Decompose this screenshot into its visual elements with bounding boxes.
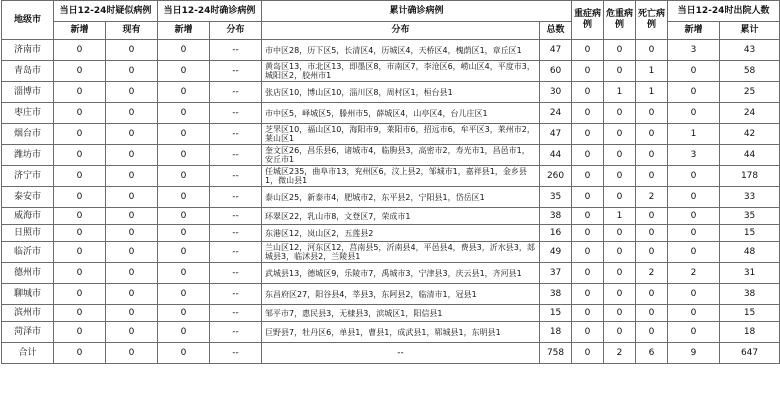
city-cell: 临沂市	[2, 242, 54, 263]
header-cumulative-group: 累计确诊病例	[262, 1, 572, 22]
confirmed-new-cell: 0	[158, 322, 210, 343]
confirmed-new-cell: 0	[158, 124, 210, 145]
discharged-new-cell: 0	[668, 208, 720, 225]
cumulative-total-cell: 24	[540, 103, 572, 124]
discharged-cumulative-cell: 25	[720, 82, 780, 103]
cumulative-total-cell: 35	[540, 187, 572, 208]
suspected-current-cell: 0	[106, 187, 158, 208]
suspected-new-cell: 0	[54, 242, 106, 263]
cumulative-distribution-cell: 邹平市7，惠民县3，无棣县3，滨城区1，阳信县1	[262, 305, 540, 322]
discharged-cumulative-cell: 24	[720, 103, 780, 124]
cumulative-total-cell: 38	[540, 208, 572, 225]
suspected-current-cell: 0	[106, 284, 158, 305]
confirmed-distribution-cell: --	[210, 322, 262, 343]
cumulative-total-cell: 49	[540, 242, 572, 263]
death-cell: 0	[636, 145, 668, 166]
header-cumulative-distribution: 分布	[262, 22, 540, 40]
city-cell: 德州市	[2, 263, 54, 284]
suspected-current-cell: 0	[106, 124, 158, 145]
header-discharged-group: 当日12-24时出院人数	[668, 1, 780, 22]
critical-cell: 0	[604, 145, 636, 166]
suspected-current-cell: 0	[106, 82, 158, 103]
discharged-new-cell: 0	[668, 242, 720, 263]
critical-cell: 0	[604, 61, 636, 82]
discharged-cumulative-cell: 178	[720, 166, 780, 187]
table-row	[2, 61, 780, 82]
total-confirmed-new-cell: 0	[158, 343, 210, 364]
suspected-current-cell: 0	[106, 145, 158, 166]
confirmed-new-cell: 0	[158, 187, 210, 208]
cumulative-total-cell: 18	[540, 322, 572, 343]
discharged-cumulative-cell: 15	[720, 225, 780, 242]
city-cell: 济宁市	[2, 166, 54, 187]
table-header	[2, 1, 780, 40]
cumulative-total-cell: 47	[540, 124, 572, 145]
cumulative-total-cell: 30	[540, 82, 572, 103]
discharged-cumulative-cell: 42	[720, 124, 780, 145]
confirmed-distribution-cell: --	[210, 166, 262, 187]
cumulative-total-cell: 38	[540, 284, 572, 305]
covid-case-table	[1, 0, 780, 364]
severe-cell: 0	[572, 61, 604, 82]
discharged-new-cell: 0	[668, 187, 720, 208]
suspected-current-cell: 0	[106, 322, 158, 343]
suspected-new-cell: 0	[54, 322, 106, 343]
death-cell: 0	[636, 124, 668, 145]
cumulative-total-cell: 37	[540, 263, 572, 284]
discharged-new-cell: 0	[668, 284, 720, 305]
death-cell: 0	[636, 103, 668, 124]
total-death-cell: 6	[636, 343, 668, 364]
death-cell: 0	[636, 305, 668, 322]
suspected-current-cell: 0	[106, 225, 158, 242]
severe-cell: 0	[572, 103, 604, 124]
confirmed-new-cell: 0	[158, 166, 210, 187]
cumulative-distribution-cell: 巨野县7，牡丹区6，单县1，曹县1，成武县1，郓城县1，东明县1	[262, 322, 540, 343]
table-row	[2, 225, 780, 242]
death-cell: 1	[636, 82, 668, 103]
header-suspected-group: 当日12-24时疑似病例	[54, 1, 158, 22]
confirmed-new-cell: 0	[158, 145, 210, 166]
header-suspected-current: 现有	[106, 22, 158, 40]
confirmed-new-cell: 0	[158, 284, 210, 305]
cumulative-distribution-cell: 环翠区22，乳山市8，文登区7，荣成市1	[262, 208, 540, 225]
discharged-cumulative-cell: 44	[720, 145, 780, 166]
suspected-current-cell: 0	[106, 40, 158, 61]
severe-cell: 0	[572, 40, 604, 61]
suspected-current-cell: 0	[106, 166, 158, 187]
suspected-current-cell: 0	[106, 61, 158, 82]
discharged-new-cell: 0	[668, 305, 720, 322]
death-cell: 0	[636, 242, 668, 263]
suspected-current-cell: 0	[106, 263, 158, 284]
severe-cell: 0	[572, 322, 604, 343]
total-cumulative-total-cell: 758	[540, 343, 572, 364]
severe-cell: 0	[572, 305, 604, 322]
city-cell: 菏泽市	[2, 322, 54, 343]
header-city: 地级市	[2, 1, 54, 40]
confirmed-distribution-cell: --	[210, 263, 262, 284]
discharged-cumulative-cell: 38	[720, 284, 780, 305]
city-cell: 枣庄市	[2, 103, 54, 124]
cumulative-distribution-cell: 张店区10，博山区10，淄川区8，周村区1，桓台县1	[262, 82, 540, 103]
header-suspected-new: 新增	[54, 22, 106, 40]
table-row	[2, 103, 780, 124]
suspected-current-cell: 0	[106, 305, 158, 322]
cumulative-total-cell: 15	[540, 305, 572, 322]
total-critical-cell: 2	[604, 343, 636, 364]
discharged-cumulative-cell: 58	[720, 61, 780, 82]
discharged-new-cell: 2	[668, 263, 720, 284]
cumulative-total-cell: 47	[540, 40, 572, 61]
table-row	[2, 242, 780, 263]
total-discharged-new-cell: 9	[668, 343, 720, 364]
suspected-new-cell: 0	[54, 82, 106, 103]
table-row	[2, 82, 780, 103]
confirmed-distribution-cell: --	[210, 103, 262, 124]
confirmed-new-cell: 0	[158, 242, 210, 263]
suspected-new-cell: 0	[54, 305, 106, 322]
header-confirmed-group: 当日12-24时确诊病例	[158, 1, 262, 22]
discharged-new-cell: 0	[668, 225, 720, 242]
discharged-cumulative-cell: 33	[720, 187, 780, 208]
confirmed-new-cell: 0	[158, 208, 210, 225]
suspected-new-cell: 0	[54, 187, 106, 208]
suspected-new-cell: 0	[54, 145, 106, 166]
critical-cell: 0	[604, 124, 636, 145]
city-cell: 烟台市	[2, 124, 54, 145]
confirmed-distribution-cell: --	[210, 305, 262, 322]
discharged-new-cell: 0	[668, 322, 720, 343]
table-row	[2, 263, 780, 284]
table-body	[2, 40, 780, 364]
discharged-new-cell: 0	[668, 166, 720, 187]
confirmed-distribution-cell: --	[210, 145, 262, 166]
header-confirmed-new: 新增	[158, 22, 210, 40]
severe-cell: 0	[572, 166, 604, 187]
severe-cell: 0	[572, 145, 604, 166]
suspected-new-cell: 0	[54, 124, 106, 145]
discharged-new-cell: 3	[668, 145, 720, 166]
critical-cell: 1	[604, 208, 636, 225]
table-row	[2, 284, 780, 305]
cumulative-distribution-cell: 任城区235，曲阜市13，兖州区6，汶上县2，邹城市1，嘉祥县1，金乡县1，微山县1	[262, 166, 540, 187]
critical-cell: 0	[604, 242, 636, 263]
total-severe-cell: 0	[572, 343, 604, 364]
cumulative-total-cell: 44	[540, 145, 572, 166]
death-cell: 2	[636, 187, 668, 208]
suspected-new-cell: 0	[54, 166, 106, 187]
suspected-new-cell: 0	[54, 208, 106, 225]
table-row	[2, 208, 780, 225]
cumulative-distribution-cell: 市中区28，历下区5，长清区4，历城区4，天桥区4，槐荫区1，章丘区1	[262, 40, 540, 61]
discharged-cumulative-cell: 31	[720, 263, 780, 284]
cumulative-distribution-cell: 东昌府区27，阳谷县4，莘县3，东阿县2，临清市1，冠县1	[262, 284, 540, 305]
confirmed-new-cell: 0	[158, 225, 210, 242]
cumulative-total-cell: 260	[540, 166, 572, 187]
critical-cell: 0	[604, 40, 636, 61]
cumulative-distribution-cell: 市中区5，峄城区5，滕州市5，薛城区4，山亭区4，台儿庄区1	[262, 103, 540, 124]
death-cell: 0	[636, 40, 668, 61]
discharged-cumulative-cell: 18	[720, 322, 780, 343]
discharged-cumulative-cell: 48	[720, 242, 780, 263]
critical-cell: 0	[604, 166, 636, 187]
cumulative-distribution-cell: 泰山区25，新泰市4，肥城市2，东平县2，宁阳县1，岱岳区1	[262, 187, 540, 208]
confirmed-new-cell: 0	[158, 263, 210, 284]
confirmed-new-cell: 0	[158, 61, 210, 82]
critical-cell: 0	[604, 225, 636, 242]
confirmed-distribution-cell: --	[210, 61, 262, 82]
death-cell: 0	[636, 225, 668, 242]
table-row	[2, 145, 780, 166]
discharged-new-cell: 0	[668, 61, 720, 82]
header-critical: 危重病例	[604, 1, 636, 40]
confirmed-new-cell: 0	[158, 305, 210, 322]
cumulative-distribution-cell: 奎文区26，昌乐县6，诸城市4，临朐县3，高密市2，寿光市1，昌邑市1，安丘市1	[262, 145, 540, 166]
city-cell: 青岛市	[2, 61, 54, 82]
discharged-new-cell: 0	[668, 82, 720, 103]
cumulative-distribution-cell: 兰山区12，河东区12，莒南县5，沂南县4，平邑县4，费县3，沂水县3，郯城县3，临沭县2，兰陵县1	[262, 242, 540, 263]
suspected-new-cell: 0	[54, 263, 106, 284]
suspected-current-cell: 0	[106, 242, 158, 263]
critical-cell: 0	[604, 103, 636, 124]
total-confirmed-distribution-cell: --	[210, 343, 262, 364]
confirmed-distribution-cell: --	[210, 40, 262, 61]
total-city-cell: 合计	[2, 343, 54, 364]
severe-cell: 0	[572, 225, 604, 242]
confirmed-distribution-cell: --	[210, 208, 262, 225]
death-cell: 1	[636, 61, 668, 82]
suspected-new-cell: 0	[54, 40, 106, 61]
cumulative-distribution-cell: 东港区12，岚山区2，五莲县2	[262, 225, 540, 242]
death-cell: 0	[636, 322, 668, 343]
severe-cell: 0	[572, 242, 604, 263]
header-severe: 重症病例	[572, 1, 604, 40]
total-suspected-new-cell: 0	[54, 343, 106, 364]
confirmed-new-cell: 0	[158, 40, 210, 61]
critical-cell: 0	[604, 305, 636, 322]
total-cumulative-distribution-cell: --	[262, 343, 540, 364]
city-cell: 滨州市	[2, 305, 54, 322]
suspected-current-cell: 0	[106, 208, 158, 225]
critical-cell: 1	[604, 82, 636, 103]
table-row	[2, 187, 780, 208]
death-cell: 0	[636, 166, 668, 187]
header-confirmed-distribution: 分布	[210, 22, 262, 40]
cumulative-distribution-cell: 武城县13，德城区9，乐陵市7，禹城市3，宁津县3，庆云县1，齐河县1	[262, 263, 540, 284]
table-row	[2, 322, 780, 343]
city-cell: 泰安市	[2, 187, 54, 208]
table-row	[2, 166, 780, 187]
suspected-new-cell: 0	[54, 225, 106, 242]
discharged-cumulative-cell: 43	[720, 40, 780, 61]
discharged-cumulative-cell: 15	[720, 305, 780, 322]
critical-cell: 0	[604, 284, 636, 305]
severe-cell: 0	[572, 284, 604, 305]
discharged-new-cell: 1	[668, 124, 720, 145]
table-row	[2, 40, 780, 61]
discharged-new-cell: 0	[668, 103, 720, 124]
severe-cell: 0	[572, 208, 604, 225]
death-cell: 0	[636, 208, 668, 225]
header-cumulative-total: 总数	[540, 22, 572, 40]
confirmed-distribution-cell: --	[210, 82, 262, 103]
header-discharged-new: 新增	[668, 22, 720, 40]
death-cell: 0	[636, 284, 668, 305]
total-suspected-current-cell: 0	[106, 343, 158, 364]
confirmed-new-cell: 0	[158, 82, 210, 103]
severe-cell: 0	[572, 263, 604, 284]
confirmed-distribution-cell: --	[210, 187, 262, 208]
severe-cell: 0	[572, 82, 604, 103]
cumulative-total-cell: 16	[540, 225, 572, 242]
critical-cell: 0	[604, 322, 636, 343]
discharged-new-cell: 3	[668, 40, 720, 61]
city-cell: 淄博市	[2, 82, 54, 103]
city-cell: 聊城市	[2, 284, 54, 305]
discharged-cumulative-cell: 35	[720, 208, 780, 225]
header-discharged-cumulative: 累计	[720, 22, 780, 40]
city-cell: 威海市	[2, 208, 54, 225]
cumulative-total-cell: 60	[540, 61, 572, 82]
city-cell: 日照市	[2, 225, 54, 242]
confirmed-distribution-cell: --	[210, 225, 262, 242]
table-row	[2, 305, 780, 322]
severe-cell: 0	[572, 124, 604, 145]
header-death: 死亡病例	[636, 1, 668, 40]
death-cell: 2	[636, 263, 668, 284]
city-cell: 潍坊市	[2, 145, 54, 166]
confirmed-distribution-cell: --	[210, 124, 262, 145]
suspected-new-cell: 0	[54, 61, 106, 82]
suspected-new-cell: 0	[54, 103, 106, 124]
total-discharged-cumulative-cell: 647	[720, 343, 780, 364]
critical-cell: 0	[604, 187, 636, 208]
cumulative-distribution-cell: 芝罘区10，福山区10，海阳市9，莱阳市6，招远市6，牟平区3，莱州市2，莱山区1	[262, 124, 540, 145]
confirmed-distribution-cell: --	[210, 242, 262, 263]
suspected-current-cell: 0	[106, 103, 158, 124]
cumulative-distribution-cell: 黄岛区13，市北区13，即墨区8，市南区7，李沧区6，崂山区4，平度市3，城阳区2，胶州市1	[262, 61, 540, 82]
total-row	[2, 343, 780, 364]
confirmed-new-cell: 0	[158, 103, 210, 124]
table-row	[2, 124, 780, 145]
severe-cell: 0	[572, 187, 604, 208]
city-cell: 济南市	[2, 40, 54, 61]
critical-cell: 0	[604, 263, 636, 284]
confirmed-distribution-cell: --	[210, 284, 262, 305]
suspected-new-cell: 0	[54, 284, 106, 305]
